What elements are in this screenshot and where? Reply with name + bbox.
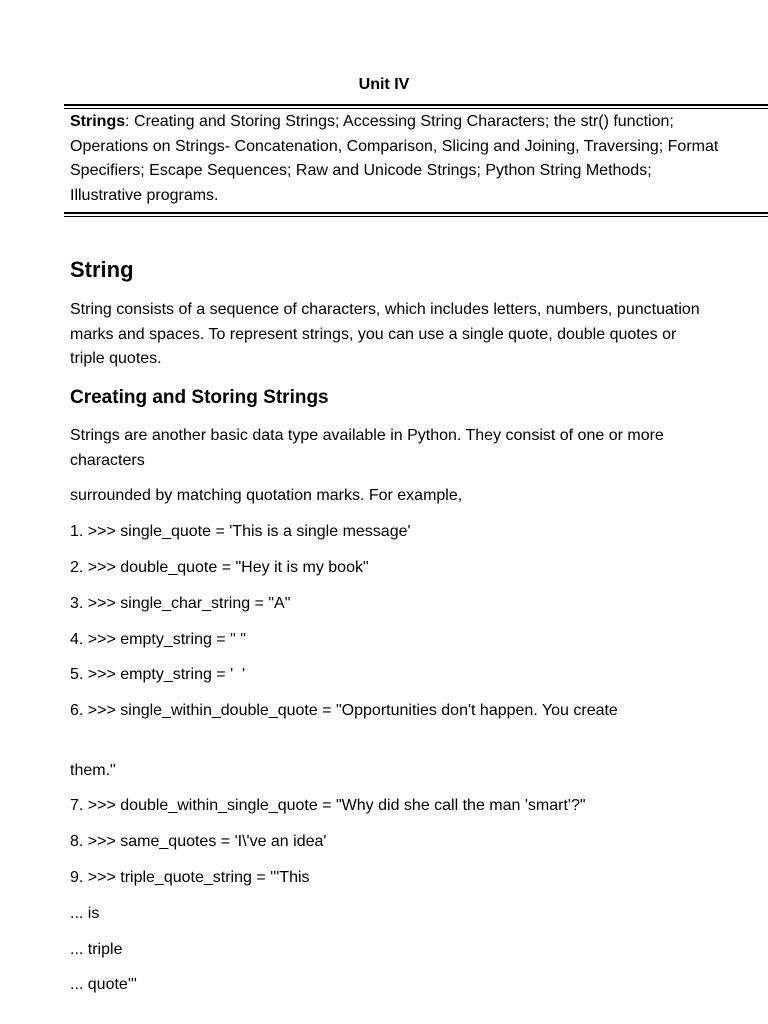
- syllabus-text: : Creating and Storing Strings; Accessing String Characters; the str() function; Operations on Strings- Concatenation, Comparison, Slicing and Joining, Traversing; Format Specifiers; Escape Sequences; Raw and Unicode Strings; Python String Methods; Illustrative programs.: [70, 113, 719, 204]
- string-definition-paragraph: String consists of a sequence of characters, which includes letters, numbers, punctuation marks and spaces. To represent strings, you can use a single quote, double quotes or triple quotes.: [70, 301, 700, 367]
- example-line: 5. >>> empty_string = ' ': [70, 666, 246, 683]
- heading-string: String: [70, 257, 134, 282]
- example-line: them.": [70, 762, 116, 779]
- unit-title: Unit IV: [358, 76, 410, 93]
- example-line: 3. >>> single_char_string = "A": [70, 595, 291, 612]
- creating-intro-paragraph-2: surrounded by matching quotation marks. For example,: [70, 487, 463, 504]
- example-line: 2. >>> double_quote = "Hey it is my book": [70, 559, 369, 576]
- bottom-double-rule: [64, 212, 768, 217]
- example-line: 4. >>> empty_string = " ": [70, 631, 246, 648]
- example-line: 7. >>> double_within_single_quote = "Why did she call the man 'smart'?": [70, 797, 586, 814]
- example-line: 1. >>> single_quote = 'This is a single message': [70, 523, 411, 540]
- top-double-rule: [64, 104, 768, 109]
- creating-intro-paragraph-1: Strings are another basic data type available in Python. They consist of one or more characters: [70, 427, 664, 469]
- example-line: 9. >>> triple_quote_string = '''This: [70, 869, 310, 886]
- example-line: ... triple: [70, 941, 123, 958]
- syllabus-box: [70, 110, 720, 208]
- example-line: 6. >>> single_within_double_quote = "Opportunities don't happen. You create: [70, 702, 618, 719]
- example-line: ... quote''': [70, 976, 137, 993]
- example-line: 8. >>> same_quotes = 'I\'ve an idea': [70, 833, 327, 850]
- syllabus-lead: Strings: [70, 113, 126, 130]
- example-line: ... is: [70, 905, 100, 922]
- heading-creating-and-storing-strings: Creating and Storing Strings: [70, 387, 329, 408]
